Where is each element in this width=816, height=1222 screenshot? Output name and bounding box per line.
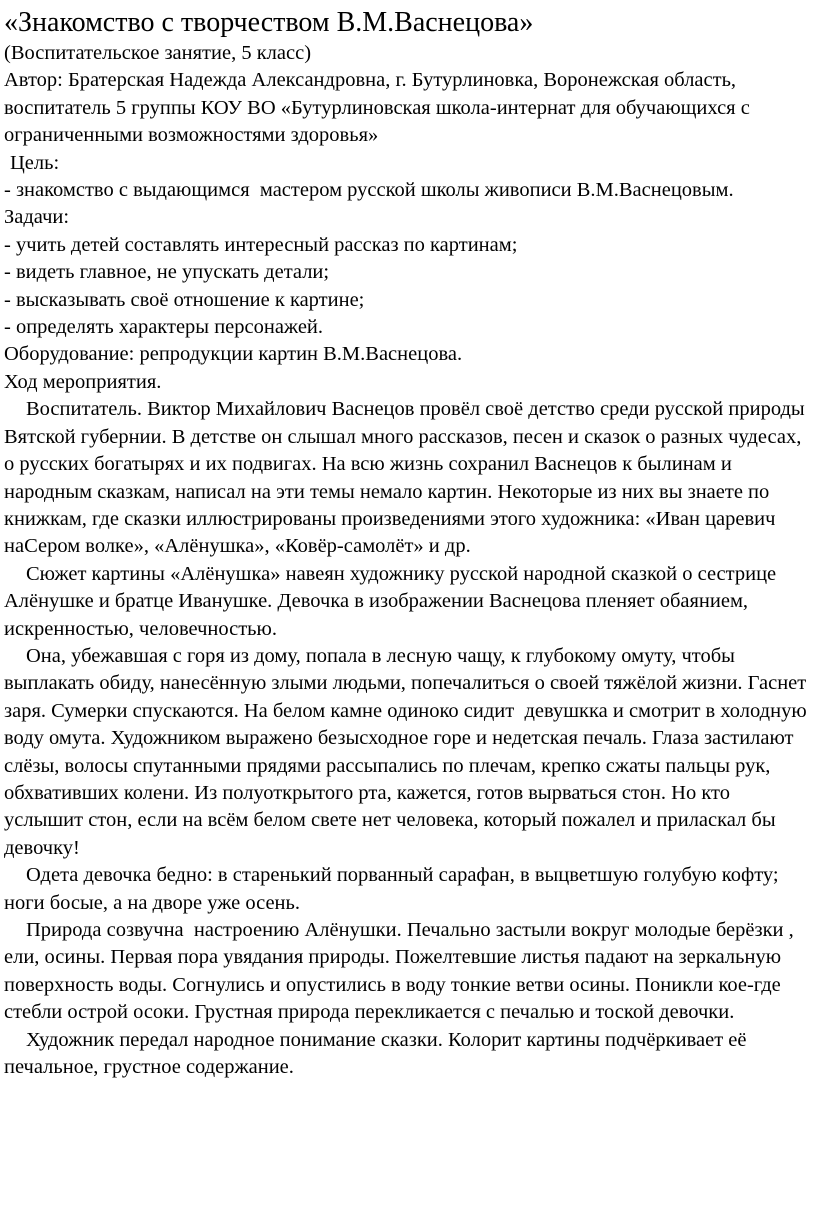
goal-text: - знакомство с выдающимся мастером русской школы живописи В.М.Васнецовым. [4, 179, 734, 202]
equipment-text: Оборудование: репродукции картин В.М.Васнецова. [4, 343, 463, 366]
goal-label: Цель: [10, 151, 60, 174]
body-paragraph: Природа созвучна настроению Алёнушки. Печально застыли вокруг молодые берёзки , ели, осины. Первая пора увядания природы. Пожелтевшие листья падают на зеркальную поверхность воды. Согнулись и опустились в воду тонкие ветви осины. Поникли кое-где стебли острой осоки. Грустная природа перекликается с печалью и тоской девочки. [4, 919, 799, 1024]
tasks-label: Задачи: [4, 206, 70, 229]
body-paragraph: Одета девочка бедно: в старенький порванный сарафан, в выцветшую голубую кофту; ноги босые, а на дворе уже осень. [4, 864, 784, 914]
body-paragraph: Она, убежавшая с горя из дому, попала в лесную чащу, к глубокому омуту, чтобы выплакать обиду, нанесённую злыми людьми, попечалиться о своей тяжёлой жизни. Гаснет заря. Сумерки спускаются. На белом камне одиноко сидит девушкка и смотрит в холодную воду омута. Художником выражено безысходное горе и недетская печаль. Глаза застилают слёзы, волосы спутанными прядями рассыпались по плечам, крепко сжаты пальцы рук, обхвативших колени. Из полуоткрытого рта, кажется, готов вырваться стон. Но кто услышит стон, если на всём белом свете нет человека, который пожалел и приласкал бы девочку! [4, 644, 812, 859]
author-info: Автор: Братерская Надежда Александровна, г. Бутурлиновка, Воронежская область, воспитатель 5 группы КОУ ВО «Бутурлиновская школа-интернат для обучающихся с ограниченными возможностями здоровья» [4, 69, 755, 147]
progress-label: Ход мероприятия. [4, 370, 162, 393]
body-paragraph: Художник передал народное понимание сказки. Колорит картины подчёркивает её печальное, грустное содержание. [4, 1028, 752, 1079]
body-paragraph: Воспитатель. Виктор Михайлович Васнецов провёл своё детство среди русской природы Вятской губернии. В детстве он слышал много рассказов, песен и сказок о разных чудесах, о русских богатырях и их подвигах. На всю жизнь сохранил Васнецов к былинам и народным сказкам, написал на эти темы немало картин. Некоторые из них вы знаете по книжкам, где сказки иллюстрированы произведениями этого художника: «Иван царевич наСером волке», «Алёнушка», «Ковёр-самолёт» и др. [4, 398, 810, 558]
task-item: - учить детей составлять интересный рассказ по картинам; [4, 233, 518, 256]
task-item: - видеть главное, не упускать детали; [4, 261, 330, 284]
document-subtitle: (Воспитательское занятие, 5 класс) [4, 42, 312, 64]
document-title: «Знакомство с творчеством В.М.Васнецова» [4, 7, 534, 38]
task-item: - высказывать своё отношение к картине; [4, 288, 365, 311]
task-item: - определять характеры персонажей. [4, 316, 324, 339]
body-paragraph: Сюжет картины «Алёнушка» навеян художнику русской народной сказкой о сестрице Алёнушке и братце Иванушке. Девочка в изображении Васнецова пленяет обаянием, искренностью, человечностью. [4, 562, 782, 640]
